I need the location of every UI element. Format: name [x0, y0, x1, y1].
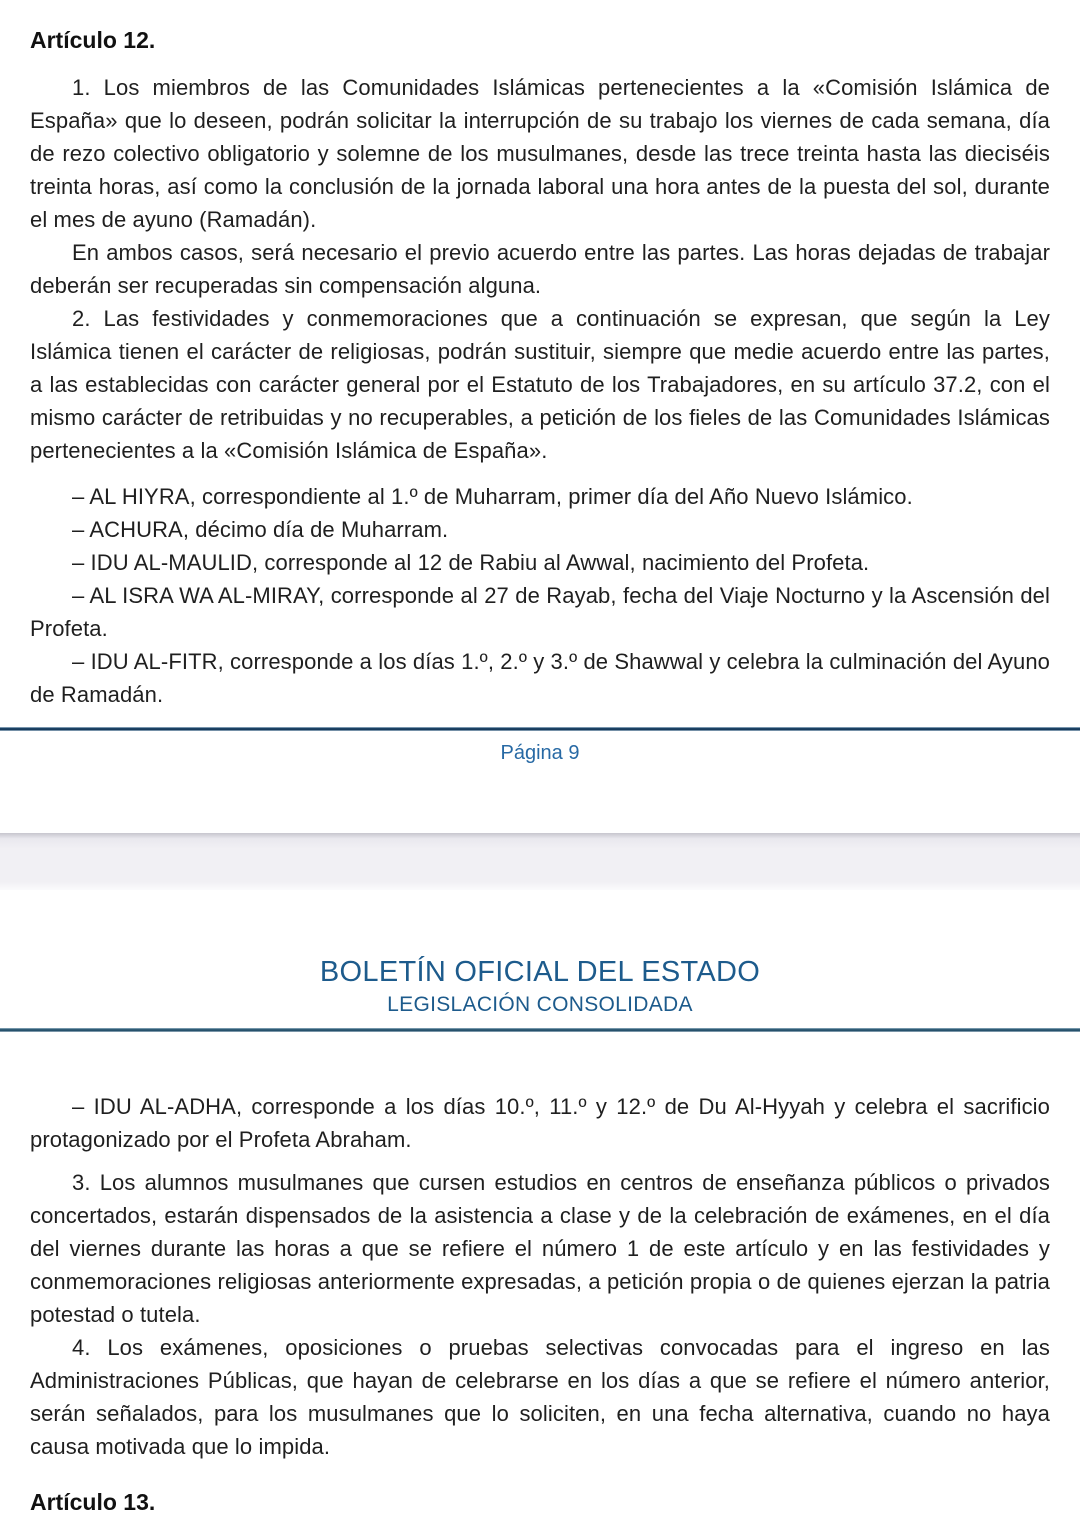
- page-footer-rule: [0, 727, 1080, 731]
- boe-masthead: [0, 890, 1080, 1028]
- holiday-item-idu-al-fitr: – IDU AL-FITR, corresponde a los días 1.º, 2.º y 3.º de Shawwal y celebra la culminación del Ayuno de Ramadán.: [30, 649, 1050, 707]
- article-12-paragraph-2: En ambos casos, será necesario el previo acuerdo entre las partes. Las horas dejadas de trabajar deberán ser recuperadas sin compensación alguna.: [30, 240, 1050, 298]
- page-separator-band: [0, 833, 1080, 890]
- holiday-item-al-hiyra: – AL HIYRA, correspondiente al 1.º de Muharram, primer día del Año Nuevo Islámico.: [72, 484, 913, 509]
- article-12-paragraph-5: 4. Los exámenes, oposiciones o pruebas selectivas convocadas para el ingreso en las Administraciones Públicas, que hayan de celebrarse en los días a que se refiere el número anterior, serán señalados, para los musulmanes que lo soliciten, en una fecha alternativa, cuando no haya causa motivada que lo impida.: [30, 1335, 1050, 1459]
- page-9-content: [0, 0, 1080, 727]
- holiday-item-al-isra: – AL ISRA WA AL-MIRAY, corresponde al 27 de Rayab, fecha del Viaje Nocturno y la Ascensión del Profeta.: [30, 583, 1050, 641]
- article-12-paragraph-4: 3. Los alumnos musulmanes que cursen estudios en centros de enseñanza públicos o privados concertados, estarán dispensados de la asistencia a clase y de la celebración de exámenes, en el día del viernes durante las horas a que se refiere el número 1 de este artículo y en las festividades y conmemoraciones religiosas anteriormente expresadas, a petición propia o de quienes ejerzan la patria potestad o tutela.: [30, 1170, 1050, 1327]
- masthead-subtitle: LEGISLACIÓN CONSOLIDADA: [387, 993, 693, 1016]
- article-12-paragraph-1: 1. Los miembros de las Comunidades Islámicas pertenecientes a la «Comisión Islámica de España» que lo deseen, podrán solicitar la interrupción de su trabajo los viernes de cada semana, día de rezo colectivo obligatorio y solemne de los musulmanes, desde las trece treinta hasta las dieciséis treinta horas, así como la conclusión de la jornada laboral una hora antes de la puesta del sol, durante el mes de ayuno (Ramadán).: [30, 75, 1050, 232]
- article-13-heading: Artículo 13.: [30, 1489, 156, 1515]
- islamic-holidays-list: [30, 480, 1050, 711]
- page-10-content: [0, 1032, 1080, 1518]
- article-12-paragraph-3: 2. Las festividades y conmemoraciones que a continuación se expresan, que según la Ley Islámica tienen el carácter de religiosas, podrán sustituir, siempre que medie acuerdo entre las partes, a las establecidas con carácter general por el Estatuto de los Trabajadores, en su artículo 37.2, con el mismo carácter de retribuidas y no recuperables, a petición de los fieles de las Comunidades Islámicas pertenecientes a la «Comisión Islámica de España».: [30, 306, 1050, 463]
- holiday-item-idu-al-adha: – IDU AL-ADHA, corresponde a los días 10.º, 11.º y 12.º de Du Al-Hyyah y celebra el sacrificio protagonizado por el Profeta Abraham.: [30, 1094, 1050, 1152]
- holiday-item-idu-al-maulid: – IDU AL-MAULID, corresponde al 12 de Rabiu al Awwal, nacimiento del Profeta.: [72, 550, 870, 575]
- page-number-label: Página 9: [500, 742, 580, 764]
- masthead-title: BOLETÍN OFICIAL DEL ESTADO: [319, 956, 761, 988]
- holiday-item-achura: – ACHURA, décimo día de Muharram.: [72, 517, 449, 542]
- article-12-heading: Artículo 12.: [30, 27, 156, 53]
- pdf-page-10: [0, 890, 1080, 1518]
